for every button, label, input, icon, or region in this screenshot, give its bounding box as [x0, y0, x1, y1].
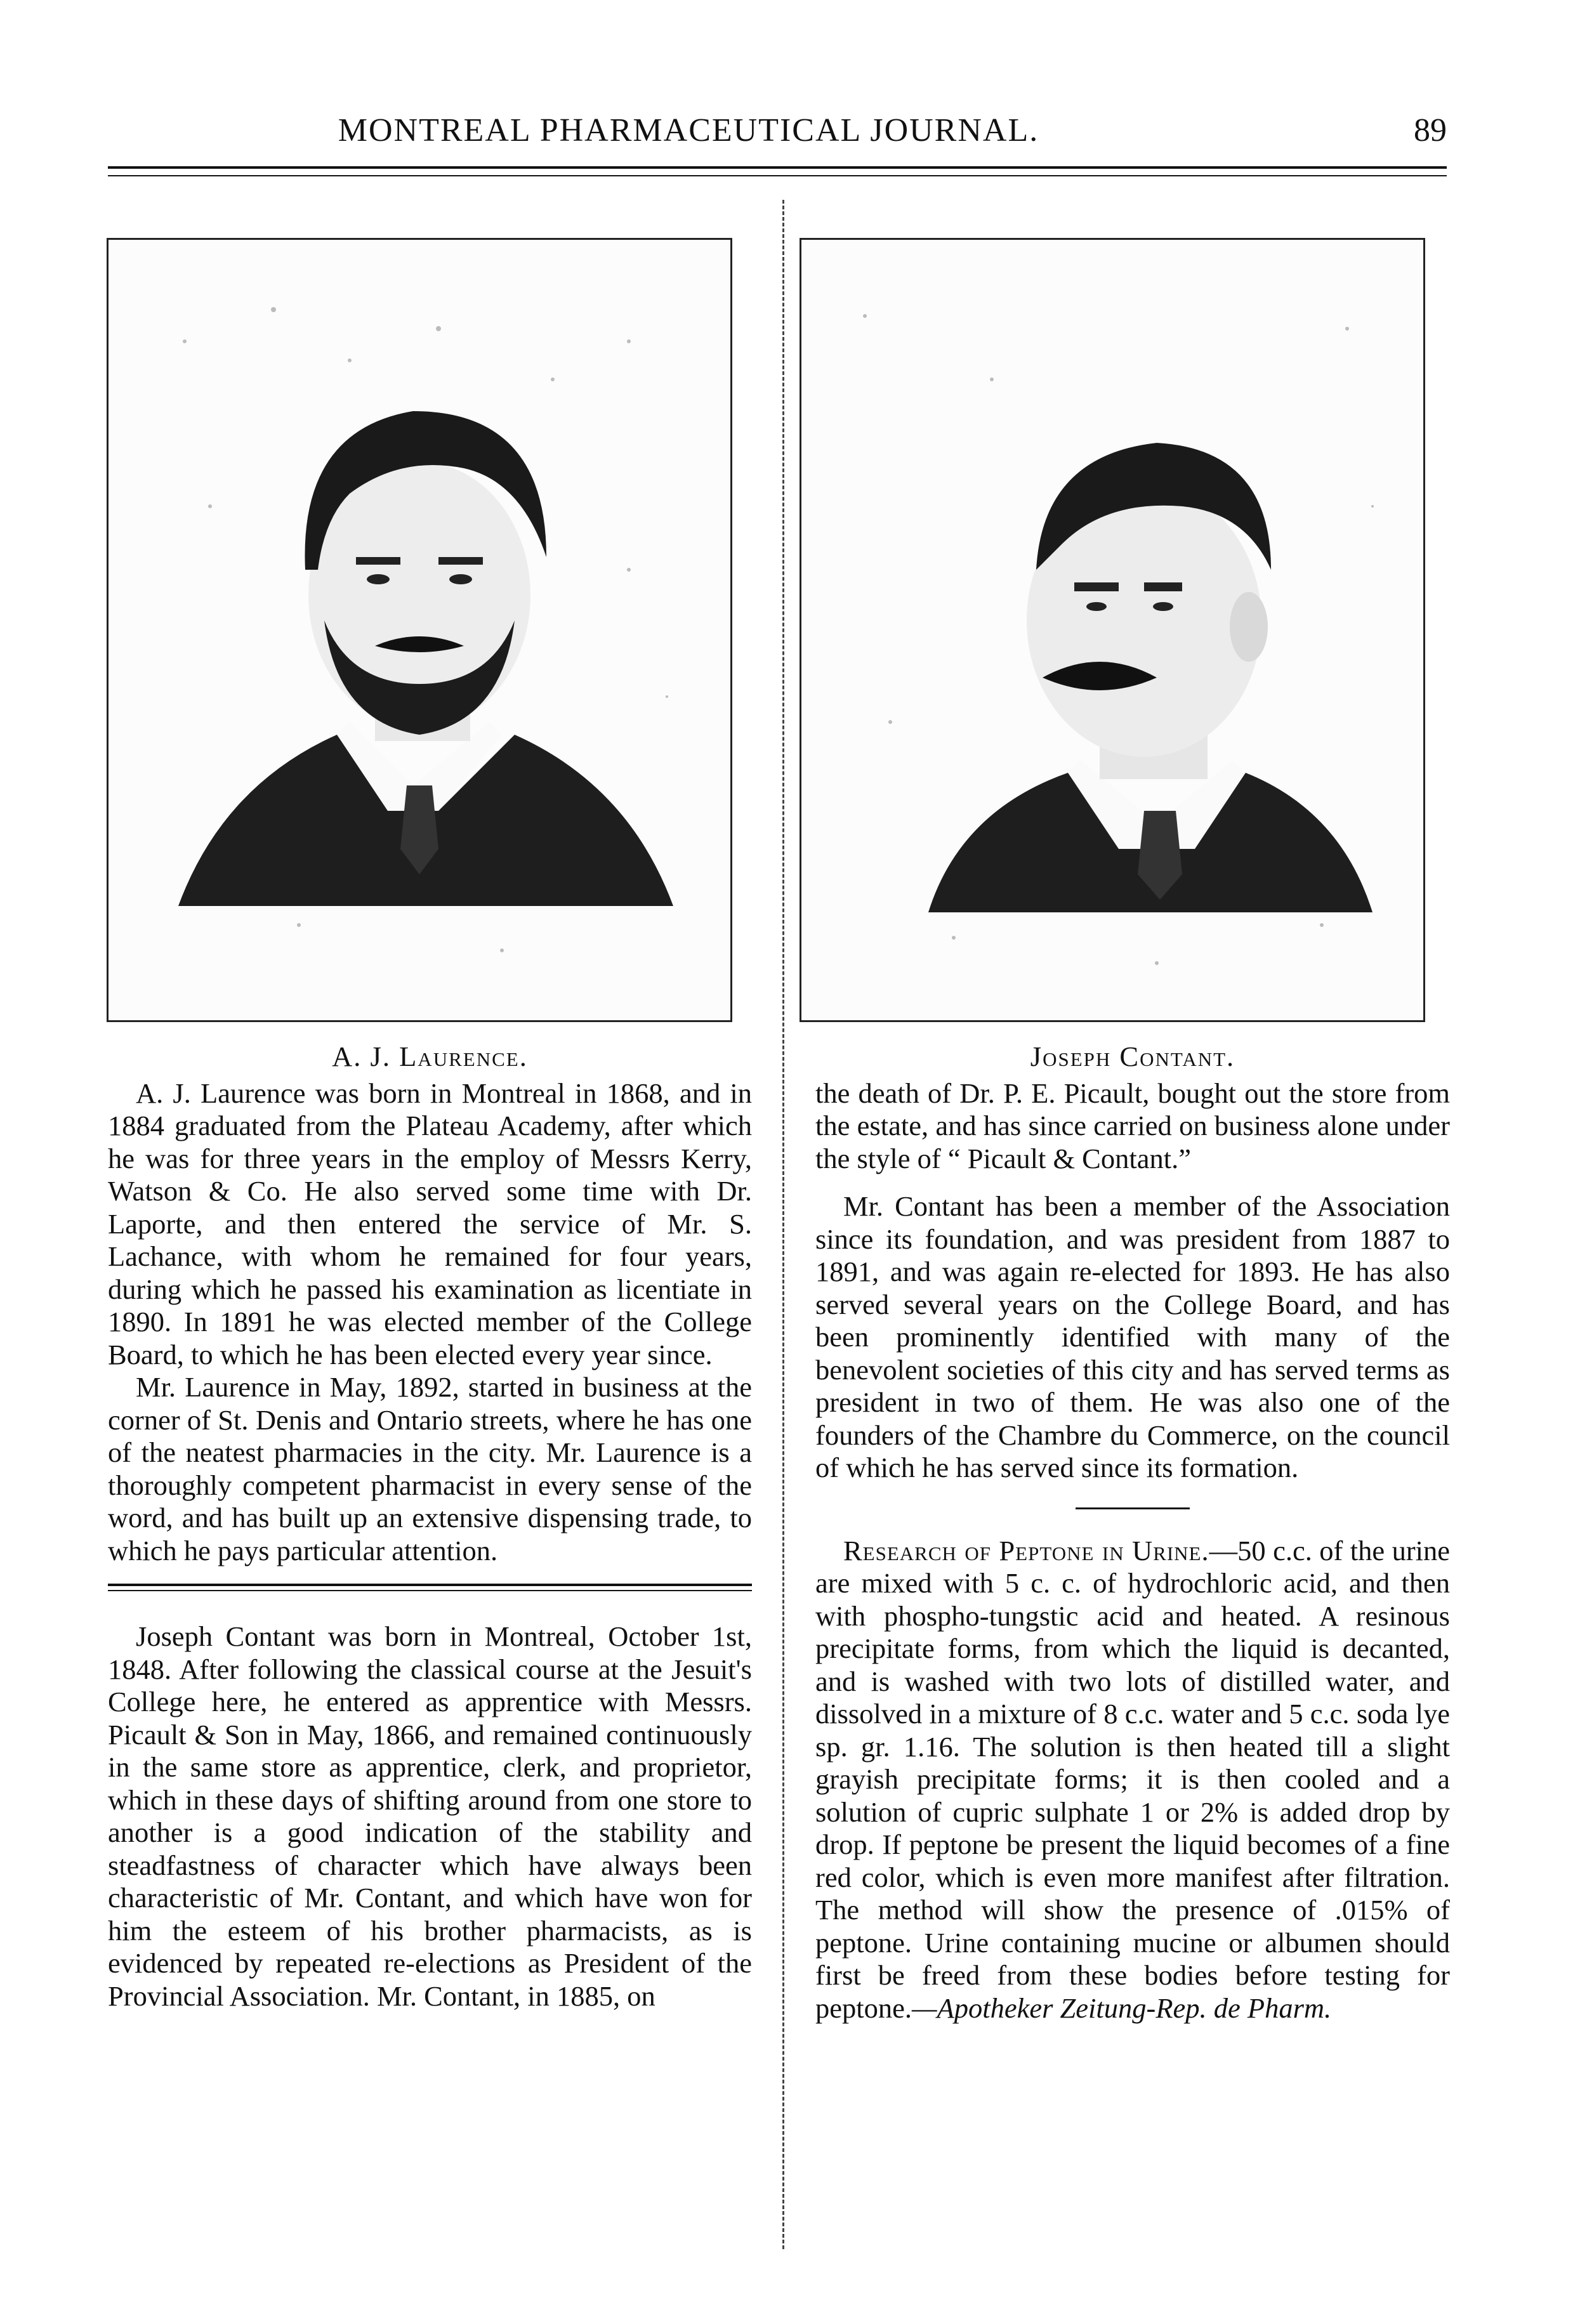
portrait-contant	[800, 238, 1425, 1022]
right-column	[815, 1041, 1450, 2025]
contant-bio-paragraph-3: Mr. Contant has been a member of the Association since its foundation, and was president from 1887 to 1891, and was again re-elected for 1893. He has also served several years on the College Board, and has been prominently identified with many of the benevolent societies of this city and has served terms as president in two of them. He was also one of the founders of the Chambre du Commerce, on the council of which he has served since its formation.	[815, 1190, 1450, 1483]
paragraph-gap	[815, 1175, 1450, 1190]
header-rule-bottom	[108, 175, 1447, 176]
contant-bio-paragraph-1: Joseph Contant was born in Montreal, October 1st, 1848. After following the classical course at the Jesuit's College here, he entered as apprentice with Messrs. Picault & Son in May, 1866, and remained continuously in the same store as apprentice, clerk, and proprietor, which in these days of shifting around from one store to another is a good indication of the stability and steadfastness of character which have always been characteristic of Mr. Contant, and which have won for him the esteem of his brother pharmacists, as is evidenced by repeated re-elections as President of the Provincial Association. Mr. Contant, in 1885, on	[108, 1620, 752, 2012]
portrait-contant-image	[801, 240, 1423, 1020]
column-divider	[782, 200, 784, 2249]
research-body: —50 c.c. of the urine are mixed with 5 c. c. of hydrochloric acid, and then with phospho-tungstic acid and heated. A resinous precipitate forms, from which the liquid is decanted, and is washed with two lots of distilled water, and dissolved in a mixture of 8 c.c. water and 5 c.c. soda lye sp. gr. 1.16. The solution is then heated till a slight grayish precipitate forms; it is then cooled and a solution of cupric sulphate 1 or 2% is added drop by drop. If peptone be present the liquid becomes of a fine red color, which is even more manifest after filtration. The method will show the presence of .015% of peptone. Urine containing mucine or albumen should first be freed from these bodies before testing for peptone.	[815, 1534, 1451, 2024]
journal-title: MONTREAL PHARMACEUTICAL JOURNAL.	[338, 112, 1039, 148]
page-number: 89	[1414, 112, 1447, 148]
caption-contant: Joseph Contant.	[1030, 1041, 1235, 1072]
research-source: —Apotheker Zeitung-Rep. de Pharm.	[912, 1992, 1332, 2024]
caption-laurence: A. J. Laurence.	[332, 1041, 528, 1072]
short-divider	[1076, 1507, 1190, 1509]
page-header	[108, 107, 1447, 157]
header-rule-top	[108, 166, 1447, 169]
contant-bio-paragraph-2: the death of Dr. P. E. Picault, bought out the store from the estate, and has since carried on business alone under the style of “ Picault & Contant.”	[815, 1077, 1450, 1174]
section-rule-top	[108, 1584, 752, 1586]
laurence-bio-paragraph-1: A. J. Laurence was born in Montreal in 1868, and in 1884 graduated from the Plateau Academy, after which he was for three years in the employ of Messrs Kerry, Watson & Co. He also served some time with Dr. Laporte, and then entered the service of Mr. S. Lachance, with whom he remained for four years, during which he passed his examination as licentiate in 1890. In 1891 he was elected member of the College Board, to which he has been elected every year since.	[108, 1077, 752, 1370]
research-title: Research of Peptone in Urine.	[843, 1534, 1209, 1566]
left-column	[108, 1041, 752, 2012]
portrait-laurence	[107, 238, 732, 1022]
portrait-laurence-image	[109, 240, 730, 1020]
laurence-bio-paragraph-2: Mr. Laurence in May, 1892, started in business at the corner of St. Denis and Ontario streets, where he has one of the neatest pharmacies in the city. Mr. Laurence is a thoroughly competent pharmacist in every sense of the word, and has built up an extensive dispensing trade, to which he pays particular attention.	[108, 1371, 752, 1566]
research-article	[815, 1535, 1450, 2025]
section-rule-bottom	[108, 1590, 752, 1591]
